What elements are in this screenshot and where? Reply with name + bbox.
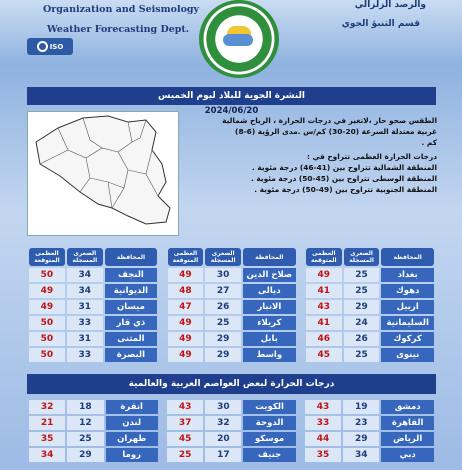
iso-badge [27, 38, 73, 55]
table-row [29, 268, 434, 282]
city-cell: ذي قار [105, 316, 158, 330]
city-cell: طهران [106, 432, 158, 446]
min-temp-cell: 12 [67, 416, 103, 430]
min-temp-cell: 26 [205, 300, 241, 314]
org-name-line: Organization and Seismology [43, 4, 200, 15]
city-cell: الكويت [243, 400, 295, 414]
max-temp-cell: 41 [306, 316, 342, 330]
city-cell: روما [106, 448, 158, 462]
max-temp-cell: 50 [29, 268, 65, 282]
iraq-map [27, 111, 179, 236]
max-temp-cell: 49 [168, 332, 204, 346]
min-temp-cell: 29 [205, 332, 241, 346]
max-temp-cell: 43 [305, 400, 341, 414]
bulletin-page [23, 0, 440, 470]
header-max: العظمى المتوقعة [168, 248, 204, 266]
city-cell: كركوك [381, 332, 434, 346]
max-temp-cell: 49 [29, 300, 65, 314]
header-min: الصغرى المسجلة [67, 248, 103, 266]
max-temp-cell: 46 [306, 332, 342, 346]
dept-name-line: Weather Forecasting Dept. [47, 24, 190, 35]
max-temp-cell: 21 [29, 416, 65, 430]
city-cell: البصرة [105, 348, 158, 362]
header-min: الصغرى المسجلة [205, 248, 241, 266]
min-temp-cell: 34 [67, 284, 103, 298]
header-max: العظمى المتوقعة [29, 248, 65, 266]
max-temp-cell: 50 [29, 348, 65, 362]
min-temp-cell: 25 [344, 348, 380, 362]
max-temp-cell: 45 [167, 432, 203, 446]
city-cell: المثنى [105, 332, 158, 346]
forecast-line: كم . [421, 137, 437, 147]
city-cell: اربيل [381, 300, 434, 314]
min-temp-cell: 19 [343, 400, 379, 414]
min-temp-cell: 25 [67, 432, 103, 446]
min-temp-cell: 32 [205, 416, 241, 430]
min-temp-cell: 18 [67, 400, 103, 414]
header-city: المحافظة [381, 248, 434, 266]
header-city: المحافظة [105, 248, 158, 266]
city-cell: بابل [243, 332, 296, 346]
city-cell: ديالى [243, 284, 296, 298]
city-cell: دمشق [381, 400, 434, 414]
header-max: العظمى المتوقعة [306, 248, 342, 266]
forecast-line: المنطقة الشمالية تتراوح بين (41-46) درجة مئوية . [252, 163, 437, 173]
city-cell: النجف [105, 268, 158, 282]
city-cell: واسط [243, 348, 296, 362]
city-cell: السليمانية [381, 316, 434, 330]
min-temp-cell: 25 [344, 284, 380, 298]
min-temp-cell: 31 [67, 332, 103, 346]
city-cell: جنيف [243, 448, 295, 462]
table-row [29, 300, 434, 314]
forecast-line: غربية معتدلة السرعة (20-30) كم/س .مدى الرؤية (6-8) [235, 126, 437, 136]
city-cell: الديوانية [105, 284, 158, 298]
city-cell: موسكو [243, 432, 295, 446]
max-temp-cell: 44 [305, 432, 341, 446]
max-temp-cell: 35 [29, 432, 65, 446]
min-temp-cell: 29 [67, 448, 103, 462]
max-temp-cell: 32 [29, 400, 65, 414]
max-temp-cell: 43 [306, 300, 342, 314]
min-temp-cell: 30 [205, 268, 241, 282]
min-temp-cell: 34 [343, 448, 379, 462]
iso-label: ISO [49, 42, 64, 51]
min-temp-cell: 30 [205, 400, 241, 414]
table-row [29, 448, 434, 462]
table-header-row [29, 248, 434, 266]
max-temp-cell: 49 [29, 284, 65, 298]
city-cell: بغداد [381, 268, 434, 282]
min-temp-cell: 17 [205, 448, 241, 462]
min-temp-cell: 25 [205, 316, 241, 330]
bulletin-date: 2024/06/20 [204, 106, 259, 116]
forecast-text [183, 116, 437, 216]
max-temp-cell: 49 [306, 268, 342, 282]
forecast-line: درجات الحرارة العظمى تتراوح في : [306, 152, 437, 162]
min-temp-cell: 29 [343, 432, 379, 446]
dept-name-ar: قسم التنبؤ الجوي [341, 19, 420, 29]
max-temp-cell: 49 [168, 348, 204, 362]
iraq-temperature-table [27, 246, 436, 364]
city-cell: نينوى [381, 348, 434, 362]
table-row [29, 400, 434, 414]
city-cell: لندن [106, 416, 158, 430]
forecast-line: المنطقة الجنوبية تتراوح بين (49-50) درجة مئوية . [254, 184, 437, 194]
header-city: المحافظة [243, 248, 296, 266]
city-cell: دبي [381, 448, 434, 462]
city-cell: ميسان [105, 300, 158, 314]
map-outline-icon [28, 112, 178, 235]
bulletin-title: النشرة الجوية للبلاد ليوم الخميس [157, 91, 306, 101]
table-row [29, 332, 434, 346]
forecast-line: المنطقة الوسطى تتراوح بين (45-50) درجة مئوية . [250, 173, 437, 183]
capitals-title: درجات الحرارة لبعض العواصم العربية والعالمية [128, 379, 335, 389]
city-cell: دهوك [381, 284, 434, 298]
min-temp-cell: 33 [67, 316, 103, 330]
max-temp-cell: 49 [168, 268, 204, 282]
min-temp-cell: 20 [205, 432, 241, 446]
min-temp-cell: 29 [205, 348, 241, 362]
city-cell: انقرة [106, 400, 158, 414]
min-temp-cell: 31 [67, 300, 103, 314]
city-cell: القاهرة [381, 416, 434, 430]
city-cell: كربلاء [243, 316, 296, 330]
bulletin-title-bar [27, 87, 436, 105]
min-temp-cell: 27 [205, 284, 241, 298]
city-cell: الانبار [243, 300, 296, 314]
table-row [29, 316, 434, 330]
city-cell: الرياض [381, 432, 434, 446]
max-temp-cell: 37 [167, 416, 203, 430]
min-temp-cell: 24 [344, 316, 380, 330]
min-temp-cell: 25 [344, 268, 380, 282]
table-row [29, 432, 434, 446]
min-temp-cell: 23 [343, 416, 379, 430]
table-row [29, 416, 434, 430]
header-min: الصغرى المسجلة [344, 248, 380, 266]
cloud-icon [223, 34, 253, 46]
max-temp-cell: 43 [167, 400, 203, 414]
capitals-temperature-table [27, 398, 436, 464]
table-row [29, 284, 434, 298]
min-temp-cell: 34 [67, 268, 103, 282]
max-temp-cell: 48 [168, 284, 204, 298]
max-temp-cell: 49 [168, 316, 204, 330]
max-temp-cell: 47 [168, 300, 204, 314]
max-temp-cell: 34 [29, 448, 65, 462]
table-row [29, 348, 434, 362]
min-temp-cell: 33 [67, 348, 103, 362]
max-temp-cell: 33 [305, 416, 341, 430]
max-temp-cell: 50 [29, 332, 65, 346]
min-temp-cell: 26 [344, 332, 380, 346]
forecast-line: الطقس صحو حار ،لاتغير في درجات الحرارة ، الرياح شمالية [222, 116, 437, 125]
city-cell: صلاح الدين [243, 268, 296, 282]
max-temp-cell: 41 [306, 284, 342, 298]
org-name-ar: والرصد الزلزالي [354, 0, 426, 10]
max-temp-cell: 45 [306, 348, 342, 362]
city-cell: الدوحة [243, 416, 295, 430]
max-temp-cell: 25 [167, 448, 203, 462]
max-temp-cell: 50 [29, 316, 65, 330]
capitals-title-bar [27, 374, 436, 394]
iso-ring-icon [37, 41, 48, 52]
max-temp-cell: 35 [305, 448, 341, 462]
organization-logo [199, 0, 279, 78]
min-temp-cell: 29 [344, 300, 380, 314]
